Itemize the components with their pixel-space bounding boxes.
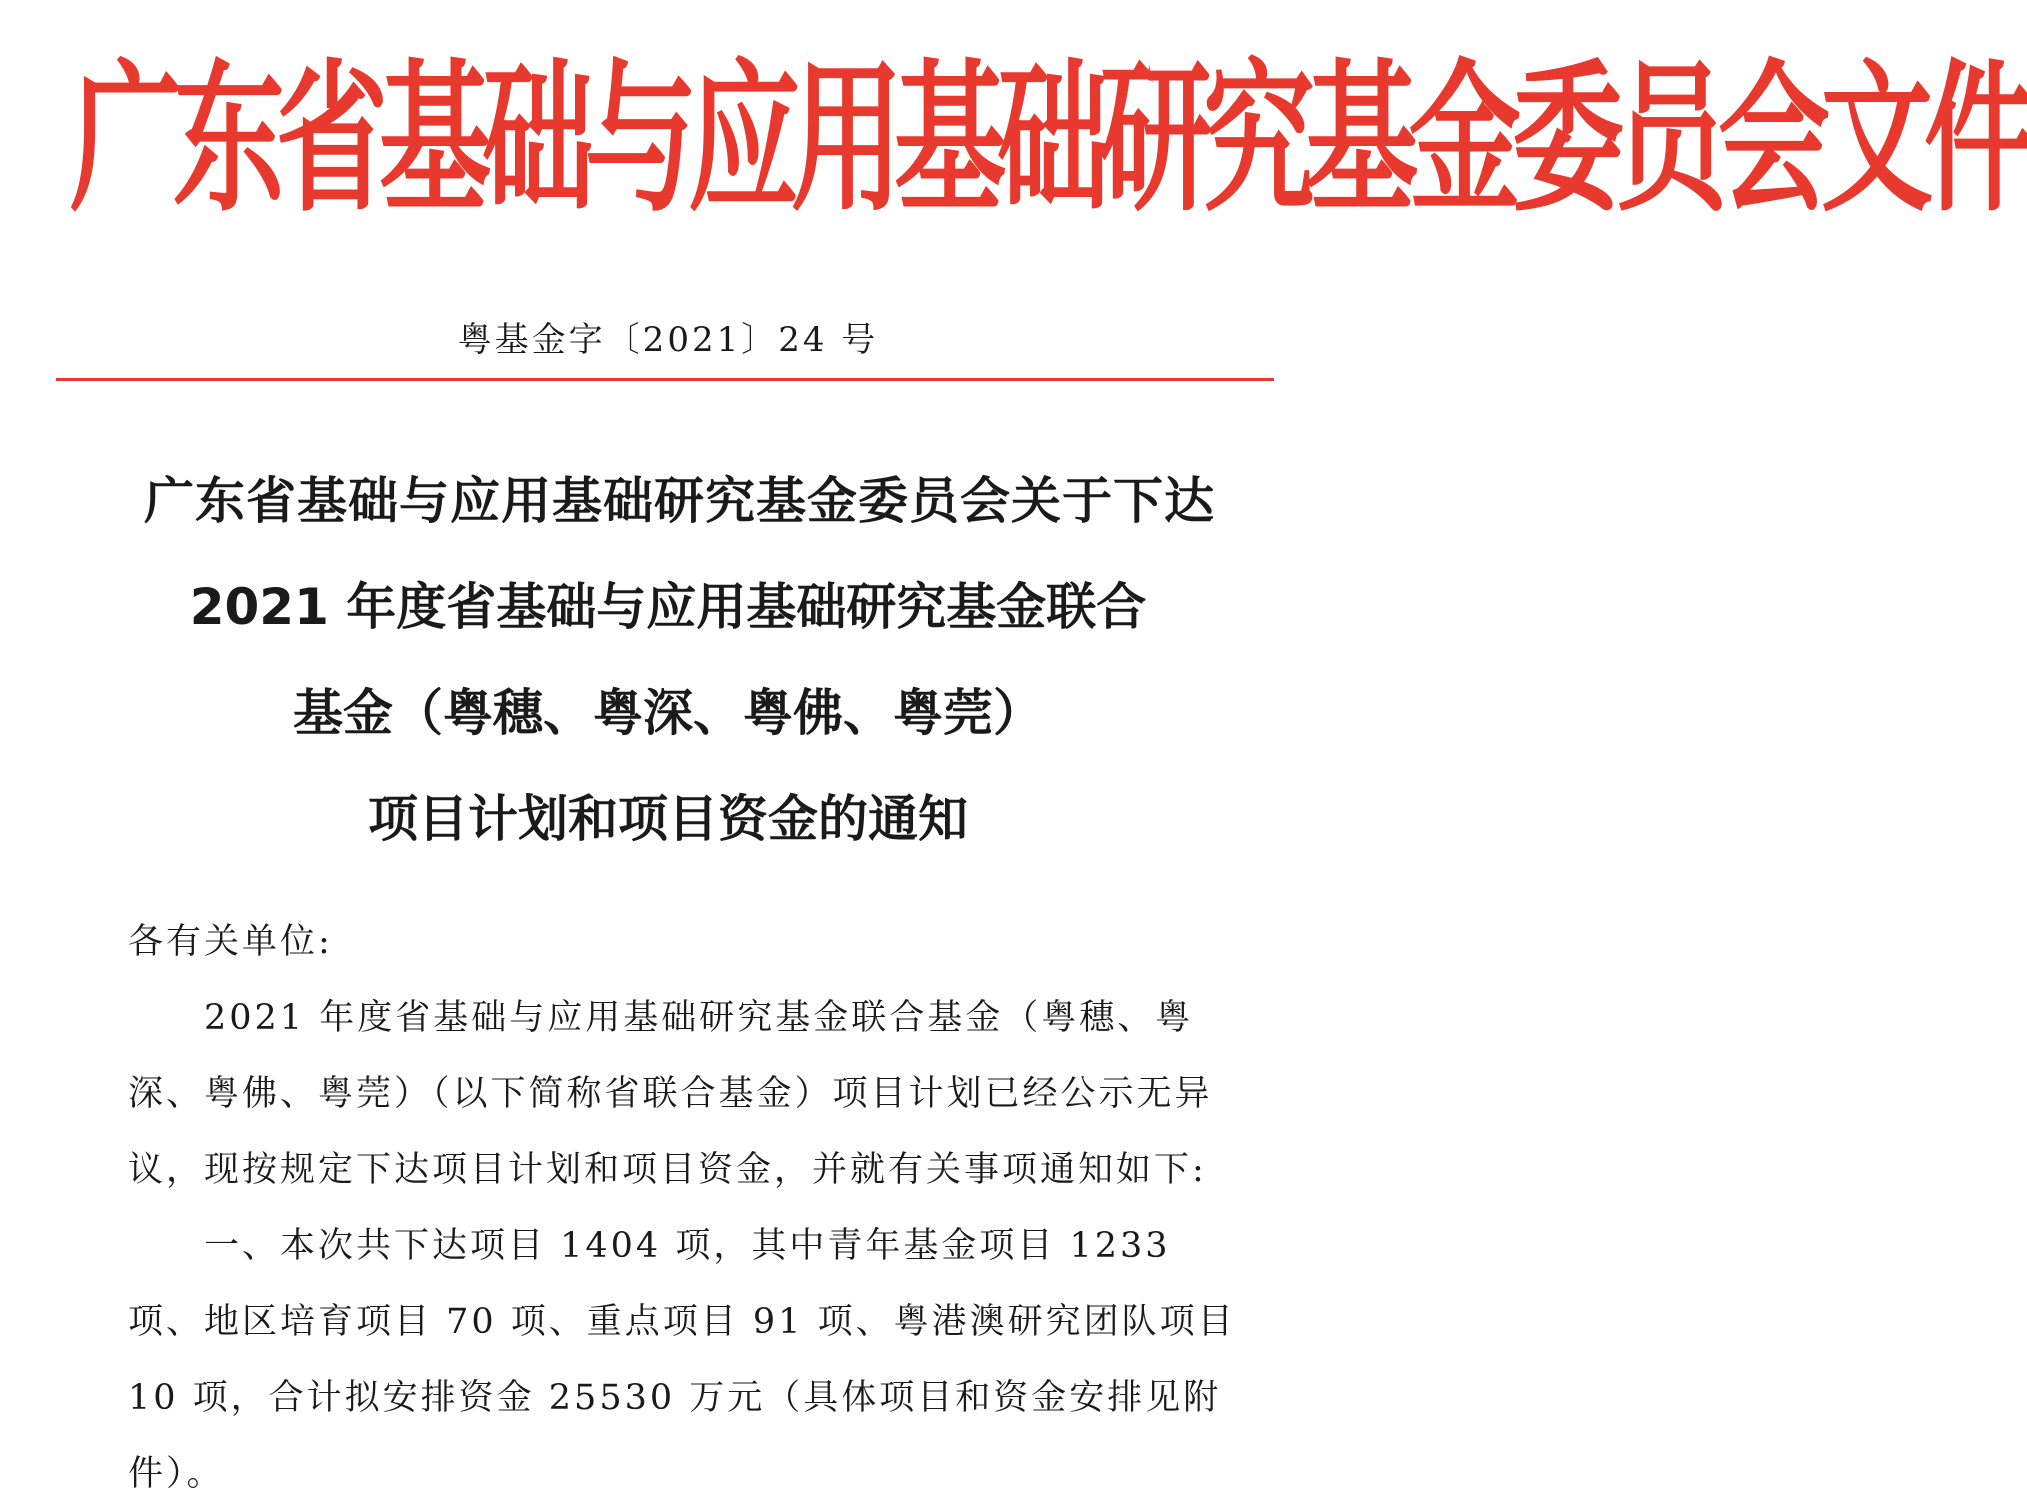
document-body xyxy=(128,904,1238,1512)
title-line-4: 项目计划和项目资金的通知 xyxy=(368,790,968,848)
document-number: 粤基金字〔2021〕24 号 xyxy=(457,320,879,360)
notice-title xyxy=(0,448,1336,872)
title-line-3: 基金（粤穗、粤深、粤佛、粤莞） xyxy=(293,684,1043,742)
document-masthead: 广东省基础与应用基础研究基金委员会文件 xyxy=(70,45,2027,235)
salutation: 各有关单位: xyxy=(128,922,333,962)
body-paragraph: 2021 年度省基础与应用基础研究基金联合基金（粤穗、粤深、粤佛、粤莞）（以下简称省联合基金）项目计划已经公示无异议，现按规定下达项目计划和项目资金，并就有关事项通知如下: xyxy=(128,998,1213,1190)
title-line-2: 2021 年度省基础与应用基础研究基金联合 xyxy=(189,578,1147,636)
title-line-1: 广东省基础与应用基础研究基金委员会关于下达 xyxy=(144,472,1215,530)
body-paragraph: 一、本次共下达项目 1404 项，其中青年基金项目 1233 项、地区培育项目 70 项、重点项目 91 项、粤港澳研究团队项目 10 项，合计拟安排资金 25530 万元（具体项目和资金安排见附件）。 xyxy=(128,1226,1236,1494)
red-divider-line xyxy=(56,378,1274,381)
